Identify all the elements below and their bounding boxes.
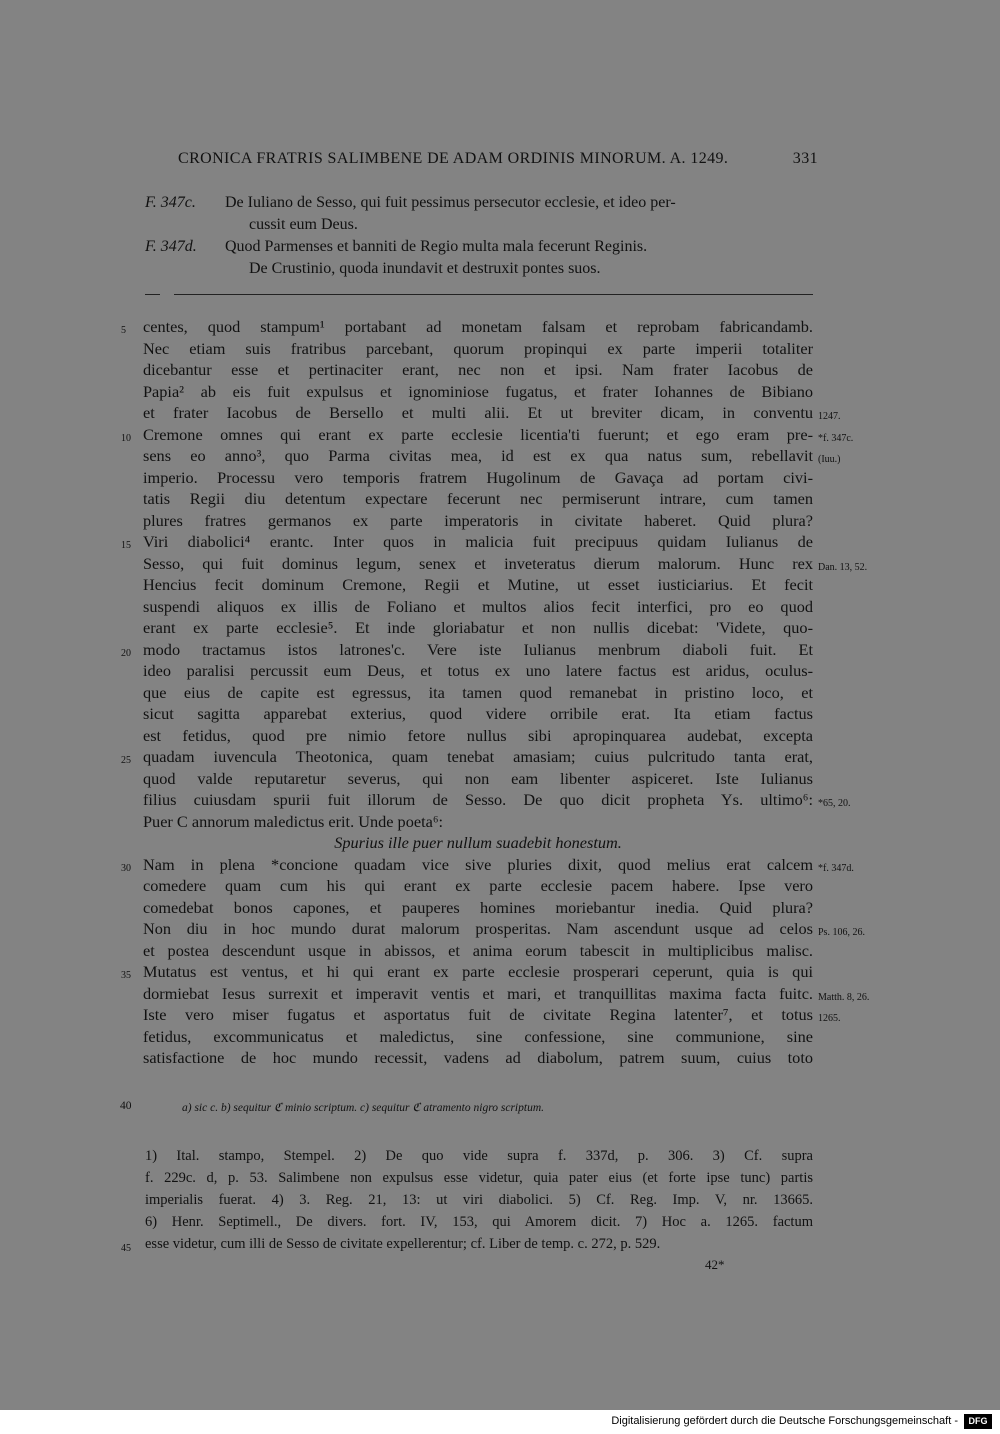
summary-text: De Iuliano de Sesso, qui fuit pessimus persecutor ecclesie, et ideo per- [225, 194, 676, 211]
footer-text: Digitalisierung gefördert durch die Deutsche Forschungsgemeinschaft - [611, 1415, 958, 1427]
summary-continuation: cussit eum Deus. [249, 216, 358, 233]
text-line-row [143, 467, 813, 489]
text-line: et postea descendunt usque in abissos, et anima eorum tabescit in multiplicibus malisc. [143, 940, 813, 960]
text-line-row [143, 1026, 813, 1048]
line-number: 25 [121, 755, 131, 766]
text-line-row [121, 639, 813, 661]
text-line-row [143, 574, 813, 596]
text-line-row [143, 617, 813, 639]
footnote-line: esse videtur, cum illi de Sesso de civitate expellerentur; cf. Liber de temp. c. 272, p. 529. [145, 1236, 661, 1252]
text-line: fetidus, excommunicatus et maledictus, sine confessione, sine communione, sine [143, 1026, 813, 1046]
text-line-row [143, 445, 841, 467]
text-line-row [143, 381, 813, 403]
summary-entry [145, 192, 815, 236]
text-line: quadam iuvencula Theotonica, quam tenebat amasiam; cuius pulcritudo tanta erat, [143, 747, 813, 766]
margin-reference: *f. 347c. [818, 432, 854, 444]
text-line-row [143, 789, 851, 811]
text-line-row [143, 510, 813, 532]
margin-reference: (Iuu.) [818, 454, 841, 465]
text-line: modo tractamus istos latrones'c. Vere iste Iulianus menbrum diaboli fuit. Et [143, 639, 813, 659]
text-line-row [121, 746, 813, 768]
summary-entry [145, 236, 815, 280]
summary-continuation: De Crustinio, quoda inundavit et destruxit pontes suos. [249, 260, 601, 277]
margin-reference: Dan. 13, 52. [818, 561, 868, 573]
text-line: quod valde reputaretur severus, qui non eam libenter aspiceret. Iste Iulianus [143, 768, 813, 788]
text-line-row [143, 553, 868, 575]
text-line: Iste vero miser fugatus et asportatus fuit de civitate Regina latenter⁷, et totus [143, 1005, 813, 1024]
text-line-row [143, 1004, 841, 1026]
header-title: CRONICA FRATRIS SALIMBENE DE ADAM ORDINIS MINORUM. A. 1249. [178, 150, 729, 167]
text-line: suspendi aliquos ex illis de Foliano et multos alios fecit interfici, pro eo quod [143, 596, 813, 616]
footnote-line: imperialis fuerat. 4) 3. Reg. 21, 13: ut viri diabolici. 5) Cf. Reg. Imp. V, nr. 13665. [145, 1192, 813, 1208]
text-line-row [143, 660, 813, 682]
margin-reference: 1247. [818, 411, 841, 422]
line-number: 20 [121, 647, 131, 659]
text-line-row [143, 983, 870, 1005]
text-line: imperio. Processu vero temporis fratrem Hugolinum de Gavaça ad portam civi- [143, 467, 813, 487]
line-number: 30 [121, 862, 131, 874]
page-number: 331 [792, 150, 818, 167]
line-number: 35 [121, 970, 131, 981]
text-line-row [143, 918, 865, 940]
text-line-row [143, 875, 813, 897]
footnote-line: 6) Henr. Septimell., De divers. fort. IV, 153, qui Amorem dicit. 7) Hoc a. 1265. factum [145, 1214, 813, 1230]
text-line: Mutatus est ventus, et hi qui erant ex parte ecclesie prosperari ceperunt, quia is qui [143, 962, 813, 981]
text-line: Non diu in hoc mundo durat malorum prosperitas. Nam ascendunt usque ad celos [143, 919, 813, 938]
text-line: Spurius ille puer nullum suadebit honestum. [334, 833, 622, 852]
text-line-row [143, 768, 813, 790]
margin-reference: 1265. [818, 1013, 841, 1024]
running-header [178, 150, 818, 168]
footnote-row [145, 1145, 813, 1167]
margin-reference: Matth. 8, 26. [818, 991, 870, 1003]
text-line: Papia² ab eis fuit expulsus et ignominiose fugatus, et frater Iohannes de Bibiano [143, 381, 813, 401]
text-line: sens eo anno³, quo Parma civitas mea, id est ex qua natus sum, rebellavit [143, 446, 813, 465]
text-line-row [121, 854, 854, 876]
text-line: satisfactione de hoc mundo recessit, vadens ad diabolum, patrem suum, cuius toto [143, 1048, 813, 1067]
text-line-row [143, 1047, 813, 1069]
text-line-row [143, 488, 813, 510]
footnote-line: 1) Ital. stampo, Stempel. 2) De quo vide supra f. 337d, p. 306. 3) Cf. supra [145, 1148, 813, 1164]
summary-text: Quod Parmenses et banniti de Regio multa mala fecerunt Reginis. [225, 238, 648, 255]
text-line: plures fratres germanos ex parte imperatoris in civitate haberet. Quid plura? [143, 510, 813, 530]
signature-mark: 42* [705, 1257, 725, 1272]
text-line-row [143, 596, 813, 618]
text-line-row [143, 338, 813, 360]
text-line-row [121, 531, 813, 553]
text-line-row [143, 402, 841, 424]
text-line-row [143, 940, 813, 962]
footnote-row [145, 1189, 813, 1211]
text-line: est fetidus, quod pre nimio fetore nullus sibi apropinquarea audebat, excepta [143, 725, 813, 745]
summary-folio-ref: F. 347c. [145, 194, 196, 211]
line-number: 15 [121, 540, 131, 551]
divider-rule [145, 294, 813, 295]
text-line: Hencius fecit dominum Cremone, Regii et Mutine, ut esset iusticiarius. Et fecit [143, 575, 813, 594]
footnote-row [121, 1233, 813, 1255]
apparatus-text: a) sic c. b) sequitur ℭ minio scriptum. c) sequitur ℭ atramento nigro scriptum. [182, 1102, 544, 1114]
text-line-row [121, 424, 854, 446]
line-number: 10 [121, 432, 131, 444]
divider-gap [160, 293, 174, 296]
text-line: Puer C annorum maledictus erit. Unde poeta⁶: [143, 811, 444, 831]
text-line: sicut sagitta apparebat exterius, quod videre orribile erat. Ita etiam factus [143, 704, 813, 723]
footnote-row [145, 1167, 813, 1189]
footer-bar [0, 1410, 1000, 1434]
dfg-logo: DFG [964, 1414, 992, 1429]
text-line: dormiebat Iesus surrexit et imperavit ventis et mari, et tranquillitas maxima facta fuitc. [143, 983, 813, 1003]
text-line-row [143, 682, 813, 704]
margin-reference: *f. 347d. [818, 862, 854, 874]
text-line-row [143, 832, 813, 854]
text-line-row [143, 725, 813, 747]
text-line: Cremone omnes qui erant ex parte ecclesie licentia'ti fuerunt; et ego eram pre- [143, 424, 813, 444]
main-text [121, 316, 870, 1069]
text-line: Sesso, qui fuit dominus legum, senex et inveteratus dierum malorum. Hunc rex [143, 553, 813, 573]
text-line: Nam in plena *concione quadam vice sive pluries dixit, quod melius erat calcem [143, 854, 813, 874]
critical-apparatus [120, 1100, 782, 1114]
footnote-row [145, 1211, 813, 1233]
text-line: erant ex parte ecclesie⁵. Et inde gloriabatur et non nullis dicebat: 'Videte, quo- [143, 618, 813, 637]
text-line: ideo paralisi percussit eum Deus, et totus ex uno latere factus est aridus, oculus- [143, 661, 813, 680]
text-line-row [121, 961, 813, 983]
text-line: tatis Regii diu detentum expectare fecerunt nec permiserunt intrare, cum tamen [143, 489, 813, 508]
text-line-row [143, 703, 813, 725]
summary-folio-ref: F. 347d. [145, 238, 197, 255]
text-line: centes, quod stampum¹ portabant ad monetam falsam et reprobam fabricandamb. [143, 317, 813, 336]
margin-reference: Ps. 106, 26. [818, 927, 865, 938]
text-line: filius cuiusdam spurii fuit illorum de Sesso. De quo dicit propheta Ys. ultimo⁶: [143, 790, 813, 809]
text-line-row [143, 811, 813, 833]
line-number: 45 [121, 1243, 131, 1254]
text-line: Viri diabolici⁴ erantc. Inter quos in malicia fuit precipuus quidam Iulianus de [143, 532, 813, 551]
text-line-row [143, 897, 813, 919]
text-line: comedebat bonos capones, et pauperes homines moriebantur inedia. Quid plura? [143, 897, 813, 917]
line-number: 5 [121, 325, 126, 336]
text-line-row [121, 316, 813, 338]
text-line: et frater Iacobus de Bersello et multi alii. Et ut breviter dicam, in conventu [143, 403, 813, 422]
footnote-line: f. 229c. d, p. 53. Salimbene non expulsus esse videtur, quia pater eius (et forte ipse tunc) partis [145, 1170, 813, 1186]
chapter-summary [145, 192, 815, 280]
text-line: Nec etiam suis fratribus parcebant, quorum propinqui ex parte imperii totaliter [143, 338, 813, 358]
text-line: comedere quam cum his qui erant ex parte ecclesie pacem habere. Ipse vero [143, 876, 813, 895]
text-line: que eius de capite est egressus, ita tamen quod remanebat in pristino loco, et [143, 682, 813, 702]
text-line-row [143, 359, 813, 381]
margin-reference: *65, 20. [818, 798, 851, 809]
text-line: dicebantur esse et pertinaciter erant, nec non et ipsi. Nam frater Iacobus de [143, 360, 813, 379]
line-number: 40 [120, 1100, 132, 1112]
footnotes [121, 1145, 813, 1255]
